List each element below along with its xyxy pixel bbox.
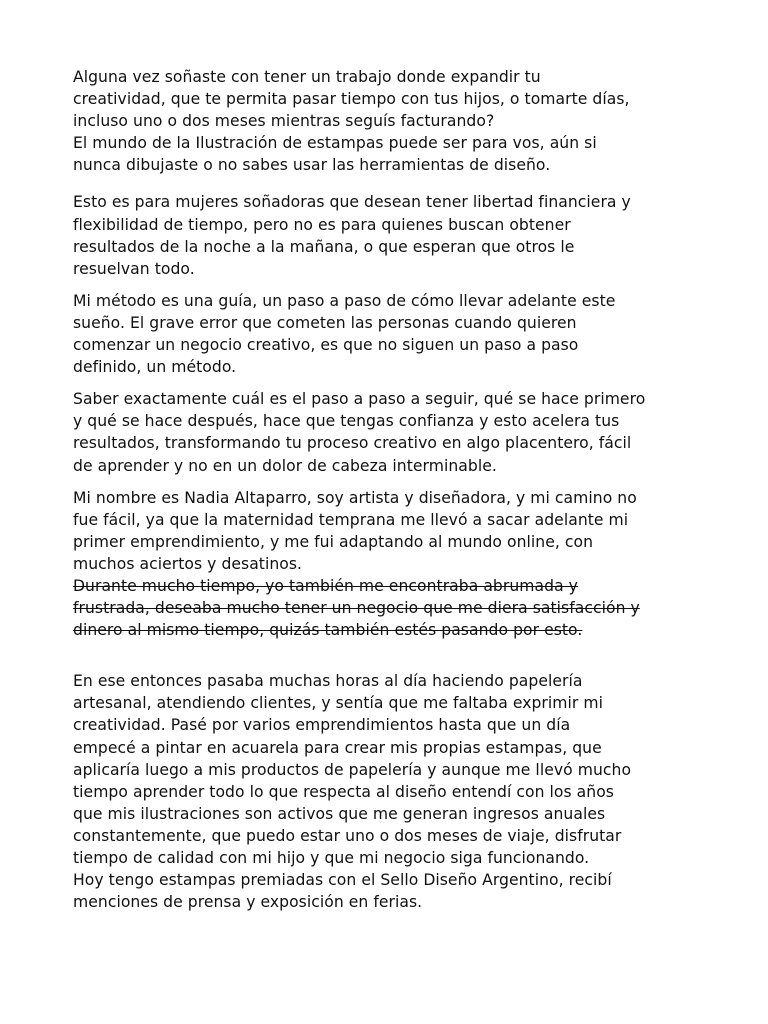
text-line: definido, un método. (73, 358, 237, 377)
text-line: incluso uno o dos meses mientras seguís facturando? (73, 112, 495, 131)
paragraph-audience (73, 191, 703, 279)
text-line: de aprender y no en un dolor de cabeza interminable. (73, 456, 497, 475)
text-line: Alguna vez soñaste con tener un trabajo donde expandir tu (73, 68, 541, 86)
paragraph-about-author (73, 487, 703, 642)
struck-text-line: Durante mucho tiempo, yo también me encontraba abrumada y (73, 576, 578, 595)
text-line: Saber exactamente cuál es el paso a paso a seguir, qué se hace primero (73, 390, 646, 409)
paragraph-intro (73, 66, 703, 176)
text-line: tiempo de calidad con mi hijo y que mi negocio siga funcionando. (73, 849, 590, 867)
text-line: resultados de la noche a la mañana, o que esperan que otros le (73, 237, 575, 256)
text-line: aplicaría luego a mis productos de papelería y aunque me llevó mucho (73, 760, 632, 779)
text-line: constantemente, que puedo estar uno o dos meses de viaje, disfrutar (73, 826, 622, 845)
text-line: Mi método es una guía, un paso a paso de cómo llevar adelante este (73, 291, 616, 310)
text-line: Hoy tengo estampas premiadas con el Sello Diseño Argentino, recibí (73, 871, 612, 890)
paragraph-story (73, 670, 703, 913)
document-page (73, 66, 703, 913)
text-line: menciones de prensa y exposición en ferias. (73, 893, 423, 912)
text-line: Esto es para mujeres soñadoras que desean tener libertad financiera y (73, 193, 631, 212)
text-line: creatividad, que te permita pasar tiempo con tus hijos, o tomarte días, (73, 90, 630, 109)
text-line: tiempo aprender todo lo que respecta al diseño entendí con los años (73, 782, 614, 801)
text-line: flexibilidad de tiempo, pero no es para quienes buscan obtener (73, 215, 571, 234)
paragraph-method (73, 290, 703, 378)
text-line: Mi nombre es Nadia Altaparro, soy artista y diseñadora, y mi camino no (73, 488, 637, 507)
text-line: En ese entonces pasaba muchas horas al día haciendo papelería (73, 672, 583, 691)
text-line: y qué se hace después, hace que tengas confianza y esto acelera tus (73, 412, 620, 431)
text-line: resuelvan todo. (73, 259, 195, 278)
text-line: comenzar un negocio creativo, es que no siguen un paso a paso (73, 336, 579, 355)
text-line: resultados, transformando tu proceso creativo en algo placentero, fácil (73, 434, 632, 453)
paragraph-steps (73, 388, 703, 476)
struck-text-line: dinero al mismo tiempo, quizás también estés pasando por esto. (73, 621, 583, 640)
text-line: creatividad. Pasé por varios emprendimientos hasta que un día (73, 716, 571, 735)
text-line: fue fácil, ya que la maternidad temprana me llevó a sacar adelante mi (73, 510, 629, 529)
text-line: muchos aciertos y desatinos. (73, 554, 303, 573)
text-line: nunca dibujaste o no sabes usar las herramientas de diseño. (73, 156, 551, 175)
text-line: primer emprendimiento, y me fui adaptando al mundo online, con (73, 532, 594, 551)
text-line: sueño. El grave error que cometen las personas cuando quieren (73, 313, 577, 332)
text-line: El mundo de la Ilustración de estampas puede ser para vos, aún si (73, 134, 597, 153)
text-line: empecé a pintar en acuarela para crear mis propias estampas, que (73, 738, 602, 757)
struck-text-line: frustrada, deseaba mucho tener un negocio que me diera satisfacción y (73, 599, 640, 618)
text-line: que mis ilustraciones son activos que me generan ingresos anuales (73, 804, 606, 823)
text-line: artesanal, atendiendo clientes, y sentía que me faltaba exprimir mi (73, 694, 603, 713)
